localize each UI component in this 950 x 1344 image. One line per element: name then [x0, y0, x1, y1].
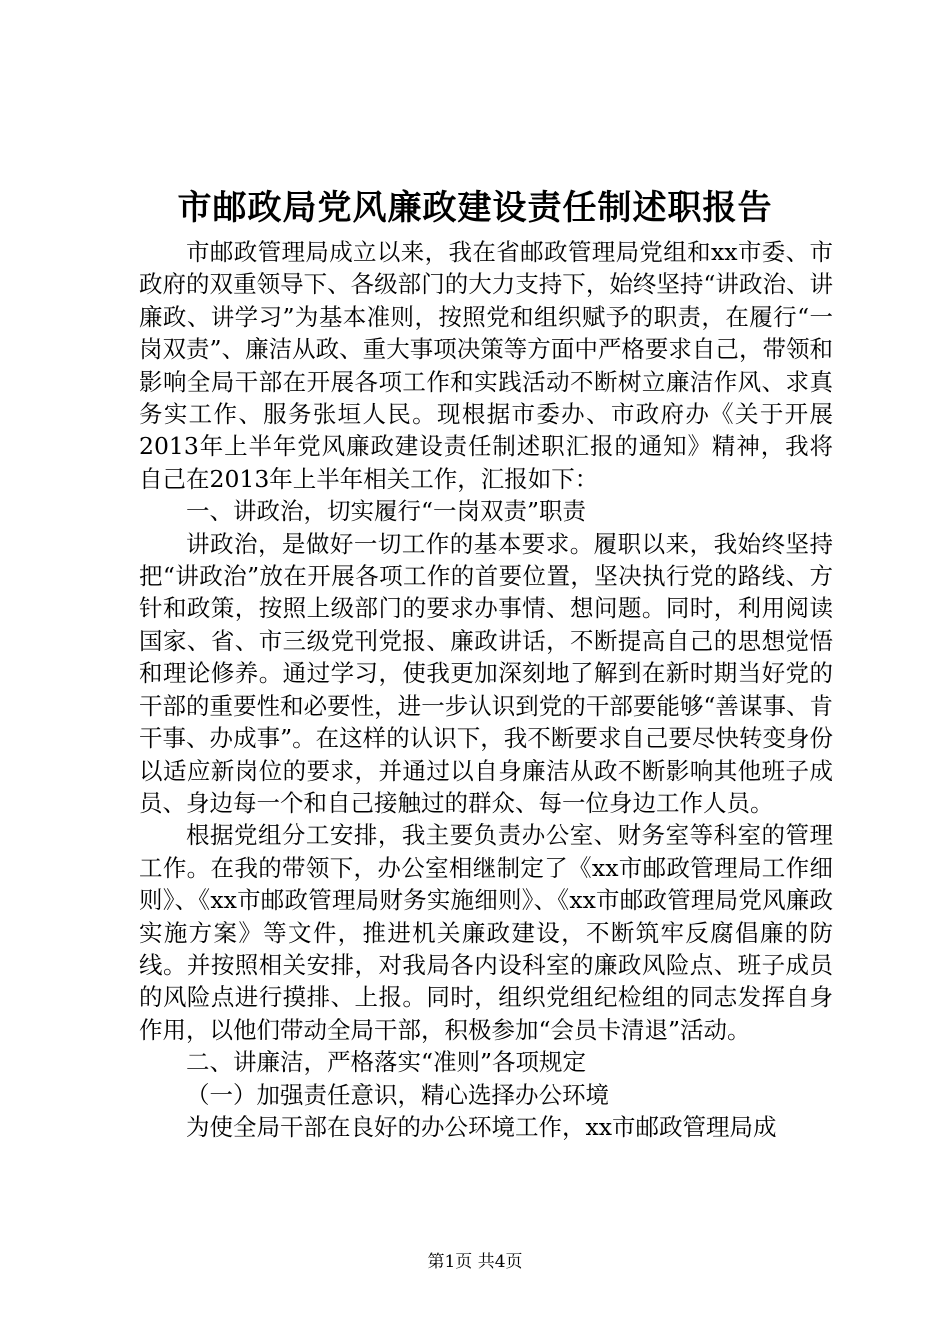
paragraph-duties: 根据党组分工安排，我主要负责办公室、财务室等科室的管理工作。在我的带领下，办公室相继制定了《xx市邮政管理局工作细则》、《xx市邮政管理局财务实施细则》、《xx市邮政管理局党风廉政实施方案》等文件，推进机关廉政建设，不断筑牢反腐倡廉的防线。并按照相关安排，对我局各内设科室的廉政风险点、班子成员的风险点进行摸排、上报。同时，组织党组纪检组的同志发挥自身作用，以他们带动全局干部，积极参加“会员卡清退”活动。: [139, 821, 833, 1044]
paragraph-environment: 为使全局干部在良好的办公环境工作，xx市邮政管理局成: [186, 1112, 777, 1141]
subsection-heading-1: （一）加强责任意识，精心选择办公环境: [186, 1080, 609, 1109]
page-number: 第1页 共4页: [427, 1252, 523, 1272]
paragraph-intro: 市邮政管理局成立以来，我在省邮政管理局党组和xx市委、市政府的双重领导下、各级部门的大力支持下，始终坚持“讲政治、讲廉政、讲学习”为基本准则，按照党和组织赋予的职责，在履行“一岗双责”、廉洁从政、重大事项决策等方面中严格要求自己，带领和影响全局干部在开展各项工作和实践活动不断树立廉洁作风、求真务实工作、服务张垣人民。现根据市委办、市政府办《关于开展2013年上半年党风廉政建设责任制述职汇报的通知》精神，我将自己在2013年上半年相关工作，汇报如下：: [139, 238, 833, 493]
paragraph-politics: 讲政治，是做好一切工作的基本要求。履职以来，我始终坚持把“讲政治”放在开展各项工作的首要位置，坚决执行党的路线、方针和政策，按照上级部门的要求办事情、想问题。同时，利用阅读国家、省、市三级党刊党报、廉政讲话，不断提高自己的思想觉悟和理论修养。通过学习，使我更加深刻地了解到在新时期当好党的干部的重要性和必要性，进一步认识到党的干部要能够“善谋事、肯干事、办成事”。在这样的认识下，我不断要求自己要尽快转变身份以适应新岗位的要求，并通过以自身廉洁从政不断影响其他班子成员、身边每一个和自己接触过的群众、每一位身边工作人员。: [139, 529, 833, 817]
section-heading-1: 一、讲政治，切实履行“一岗双责”职责: [186, 497, 587, 526]
document-body: [139, 236, 833, 1143]
section-heading-2: 二、讲廉洁，严格落实“准则”各项规定: [186, 1048, 587, 1077]
document-title: 市邮政局党风廉政建设责任制述职报告: [177, 188, 773, 228]
